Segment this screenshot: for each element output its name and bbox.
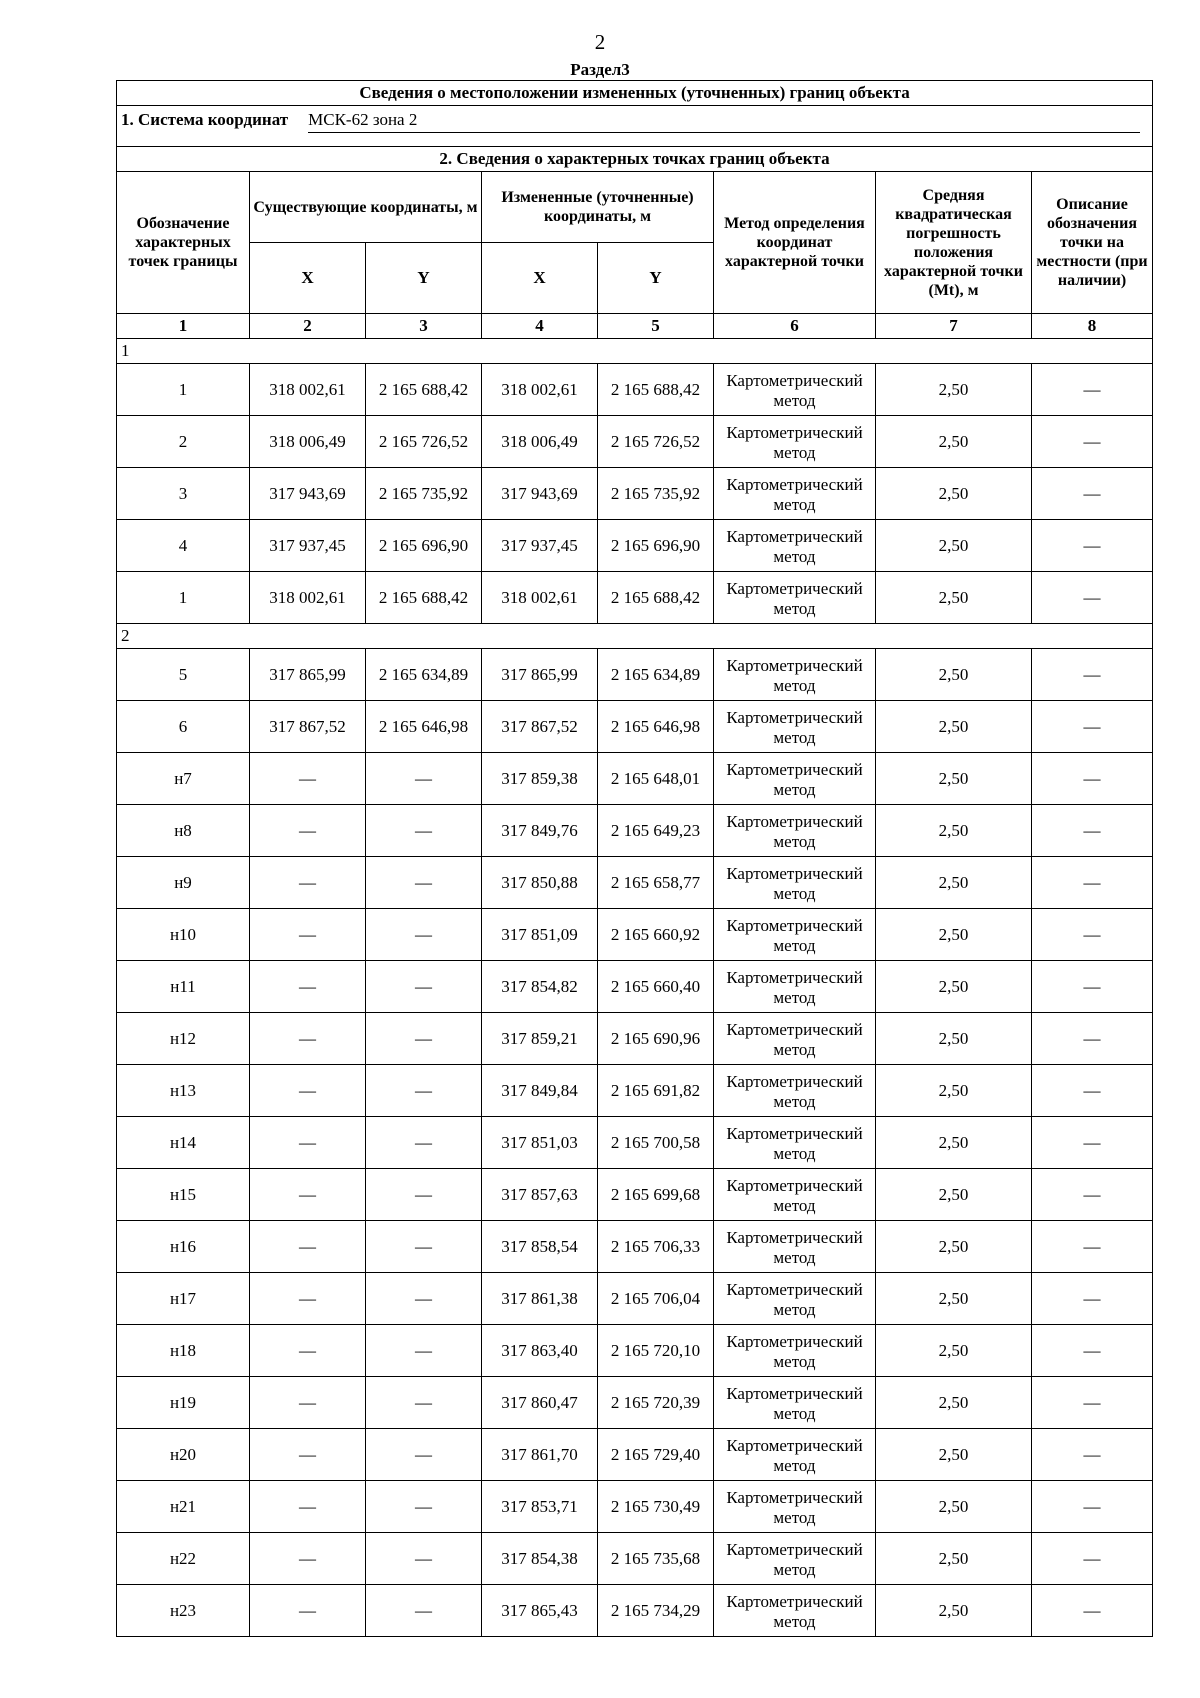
cell-changed-y: 2 165 688,42 (598, 364, 714, 416)
cell-method: Картометрический метод (714, 1169, 876, 1221)
col-number: 1 (117, 314, 250, 339)
cell-changed-y: 2 165 649,23 (598, 805, 714, 857)
header-mt: Средняя квадратическая погрешность положения характерной точки (Mt), м (876, 172, 1032, 314)
cell-point-designation: н11 (117, 961, 250, 1013)
cell-mt-value: 2,50 (876, 520, 1032, 572)
cell-existing-y: — (366, 805, 482, 857)
cell-mt-value: 2,50 (876, 1169, 1032, 1221)
cell-changed-x: 317 854,82 (482, 961, 598, 1013)
col-number: 2 (250, 314, 366, 339)
cell-description: — (1032, 416, 1153, 468)
cell-changed-y: 2 165 720,10 (598, 1325, 714, 1377)
cell-existing-x: — (250, 1533, 366, 1585)
cell-point-designation: н15 (117, 1169, 250, 1221)
cell-point-designation: 6 (117, 701, 250, 753)
cell-changed-y: 2 165 730,49 (598, 1481, 714, 1533)
cell-method: Картометрический метод (714, 468, 876, 520)
cell-mt-value: 2,50 (876, 1273, 1032, 1325)
col-number: 6 (714, 314, 876, 339)
cell-changed-y: 2 165 700,58 (598, 1117, 714, 1169)
cell-existing-x: — (250, 1325, 366, 1377)
cell-method: Картометрический метод (714, 572, 876, 624)
page-number: 2 (594, 30, 606, 54)
table-row (117, 649, 1153, 701)
cell-description: — (1032, 649, 1153, 701)
cell-changed-y: 2 165 634,89 (598, 649, 714, 701)
cell-method: Картометрический метод (714, 701, 876, 753)
cell-changed-x: 318 006,49 (482, 416, 598, 468)
cell-changed-y: 2 165 735,68 (598, 1533, 714, 1585)
cell-changed-x: 317 853,71 (482, 1481, 598, 1533)
cell-point-designation: 4 (117, 520, 250, 572)
cell-changed-y: 2 165 688,42 (598, 572, 714, 624)
header-existing-y: Y (366, 243, 482, 314)
cell-existing-x: — (250, 1481, 366, 1533)
cell-existing-x: — (250, 1429, 366, 1481)
cell-method: Картометрический метод (714, 1481, 876, 1533)
cell-method: Картометрический метод (714, 649, 876, 701)
cell-method: Картометрический метод (714, 1533, 876, 1585)
cell-existing-y: — (366, 753, 482, 805)
cell-point-designation: 5 (117, 649, 250, 701)
table-row (117, 520, 1153, 572)
coord-system-label: 1. Система координат (121, 110, 289, 129)
cell-method: Картометрический метод (714, 1273, 876, 1325)
cell-existing-y: — (366, 1169, 482, 1221)
table-row (117, 1325, 1153, 1377)
cell-description: — (1032, 1429, 1153, 1481)
cell-mt-value: 2,50 (876, 1533, 1032, 1585)
header-changed-x: X (482, 243, 598, 314)
cell-point-designation: н18 (117, 1325, 250, 1377)
cell-description: — (1032, 857, 1153, 909)
cell-existing-x: 318 002,61 (250, 364, 366, 416)
cell-description: — (1032, 1117, 1153, 1169)
cell-mt-value: 2,50 (876, 416, 1032, 468)
cell-description: — (1032, 1221, 1153, 1273)
cell-point-designation: 3 (117, 468, 250, 520)
cell-point-designation: н22 (117, 1533, 250, 1585)
header-point-designation: Обозначение характерных точек границы (117, 172, 250, 314)
cell-description: — (1032, 805, 1153, 857)
contour-label: 1 (117, 339, 1153, 364)
cell-changed-y: 2 165 660,92 (598, 909, 714, 961)
cell-method: Картометрический метод (714, 857, 876, 909)
boundary-points-table (116, 80, 1153, 1637)
cell-existing-y: — (366, 1533, 482, 1585)
cell-changed-x: 317 859,38 (482, 753, 598, 805)
cell-mt-value: 2,50 (876, 1117, 1032, 1169)
cell-existing-x: 318 002,61 (250, 572, 366, 624)
cell-changed-x: 317 861,38 (482, 1273, 598, 1325)
cell-method: Картометрический метод (714, 364, 876, 416)
cell-description: — (1032, 1533, 1153, 1585)
cell-changed-x: 317 854,38 (482, 1533, 598, 1585)
cell-existing-y: 2 165 735,92 (366, 468, 482, 520)
cell-mt-value: 2,50 (876, 909, 1032, 961)
cell-existing-x: 317 867,52 (250, 701, 366, 753)
cell-point-designation: н12 (117, 1013, 250, 1065)
table-row (117, 701, 1153, 753)
header-existing-x: X (250, 243, 366, 314)
cell-description: — (1032, 753, 1153, 805)
cell-point-designation: н14 (117, 1117, 250, 1169)
table-row (117, 1533, 1153, 1585)
cell-existing-x: — (250, 1221, 366, 1273)
cell-changed-x: 318 002,61 (482, 572, 598, 624)
contour-label: 2 (117, 624, 1153, 649)
cell-existing-y: — (366, 1013, 482, 1065)
cell-description: — (1032, 1377, 1153, 1429)
cell-method: Картометрический метод (714, 1325, 876, 1377)
table-row (117, 1481, 1153, 1533)
cell-existing-y: — (366, 1221, 482, 1273)
cell-existing-x: — (250, 1117, 366, 1169)
cell-mt-value: 2,50 (876, 1481, 1032, 1533)
cell-changed-x: 317 865,43 (482, 1585, 598, 1637)
cell-changed-x: 317 851,03 (482, 1117, 598, 1169)
cell-method: Картометрический метод (714, 1221, 876, 1273)
cell-existing-x: — (250, 753, 366, 805)
cell-mt-value: 2,50 (876, 1221, 1032, 1273)
cell-existing-x: 317 937,45 (250, 520, 366, 572)
cell-description: — (1032, 520, 1153, 572)
cell-mt-value: 2,50 (876, 1065, 1032, 1117)
cell-changed-y: 2 165 696,90 (598, 520, 714, 572)
cell-method: Картометрический метод (714, 805, 876, 857)
cell-existing-y: 2 165 688,42 (366, 364, 482, 416)
cell-changed-x: 317 850,88 (482, 857, 598, 909)
cell-existing-y: 2 165 634,89 (366, 649, 482, 701)
col-number: 4 (482, 314, 598, 339)
header-existing-coords: Существующие координаты, м (250, 172, 482, 243)
cell-mt-value: 2,50 (876, 1013, 1032, 1065)
cell-method: Картометрический метод (714, 416, 876, 468)
cell-changed-y: 2 165 646,98 (598, 701, 714, 753)
cell-mt-value: 2,50 (876, 961, 1032, 1013)
cell-existing-x: 318 006,49 (250, 416, 366, 468)
contour-group-row (117, 339, 1153, 364)
col-number: 3 (366, 314, 482, 339)
table-row (117, 1013, 1153, 1065)
col-number: 5 (598, 314, 714, 339)
cell-changed-x: 317 849,84 (482, 1065, 598, 1117)
cell-changed-x: 317 867,52 (482, 701, 598, 753)
cell-existing-y: — (366, 1065, 482, 1117)
header-description: Описание обозначения точки на местности (при наличии) (1032, 172, 1153, 314)
cell-existing-y: — (366, 909, 482, 961)
cell-method: Картометрический метод (714, 520, 876, 572)
cell-mt-value: 2,50 (876, 1377, 1032, 1429)
cell-existing-x: — (250, 909, 366, 961)
table-row (117, 961, 1153, 1013)
cell-changed-y: 2 165 648,01 (598, 753, 714, 805)
cell-mt-value: 2,50 (876, 468, 1032, 520)
cell-point-designation: 1 (117, 364, 250, 416)
cell-changed-x: 317 861,70 (482, 1429, 598, 1481)
cell-point-designation: н19 (117, 1377, 250, 1429)
cell-description: — (1032, 909, 1153, 961)
cell-point-designation: н13 (117, 1065, 250, 1117)
cell-existing-x: 317 943,69 (250, 468, 366, 520)
cell-method: Картометрический метод (714, 1585, 876, 1637)
table-row (117, 416, 1153, 468)
cell-existing-y: — (366, 1481, 482, 1533)
table-row (117, 364, 1153, 416)
cell-description: — (1032, 1013, 1153, 1065)
cell-existing-y: 2 165 646,98 (366, 701, 482, 753)
cell-changed-x: 317 859,21 (482, 1013, 598, 1065)
table-row (117, 857, 1153, 909)
col-number: 7 (876, 314, 1032, 339)
cell-description: — (1032, 1065, 1153, 1117)
cell-changed-y: 2 165 706,04 (598, 1273, 714, 1325)
cell-existing-x: — (250, 961, 366, 1013)
cell-changed-y: 2 165 720,39 (598, 1377, 714, 1429)
cell-point-designation: н9 (117, 857, 250, 909)
cell-existing-x: — (250, 1377, 366, 1429)
cell-method: Картометрический метод (714, 753, 876, 805)
cell-description: — (1032, 1481, 1153, 1533)
table-row (117, 1273, 1153, 1325)
cell-changed-x: 317 851,09 (482, 909, 598, 961)
cell-existing-y: — (366, 857, 482, 909)
cell-point-designation: н17 (117, 1273, 250, 1325)
cell-existing-y: 2 165 696,90 (366, 520, 482, 572)
cell-description: — (1032, 1169, 1153, 1221)
cell-point-designation: н23 (117, 1585, 250, 1637)
contour-group-row (117, 624, 1153, 649)
cell-method: Картометрический метод (714, 1013, 876, 1065)
cell-mt-value: 2,50 (876, 701, 1032, 753)
cell-changed-x: 318 002,61 (482, 364, 598, 416)
cell-mt-value: 2,50 (876, 1585, 1032, 1637)
cell-changed-y: 2 165 660,40 (598, 961, 714, 1013)
cell-point-designation: н20 (117, 1429, 250, 1481)
cell-description: — (1032, 1325, 1153, 1377)
cell-point-designation: н21 (117, 1481, 250, 1533)
cell-changed-y: 2 165 691,82 (598, 1065, 714, 1117)
cell-point-designation: 2 (117, 416, 250, 468)
cell-changed-y: 2 165 699,68 (598, 1169, 714, 1221)
cell-mt-value: 2,50 (876, 572, 1032, 624)
cell-description: — (1032, 701, 1153, 753)
cell-changed-y: 2 165 726,52 (598, 416, 714, 468)
cell-existing-y: — (366, 1117, 482, 1169)
cell-point-designation: 1 (117, 572, 250, 624)
cell-mt-value: 2,50 (876, 1325, 1032, 1377)
table-row (117, 805, 1153, 857)
header-changed-y: Y (598, 243, 714, 314)
cell-point-designation: н8 (117, 805, 250, 857)
cell-changed-x: 317 849,76 (482, 805, 598, 857)
cell-method: Картометрический метод (714, 1065, 876, 1117)
cell-changed-x: 317 857,63 (482, 1169, 598, 1221)
cell-mt-value: 2,50 (876, 857, 1032, 909)
col-number: 8 (1032, 314, 1153, 339)
section2-title: 2. Сведения о характерных точках границ объекта (117, 147, 1153, 172)
section-title: Раздел3 (570, 60, 630, 79)
table-row (117, 753, 1153, 805)
cell-method: Картометрический метод (714, 1117, 876, 1169)
cell-method: Картометрический метод (714, 961, 876, 1013)
cell-description: — (1032, 468, 1153, 520)
table-row (117, 1429, 1153, 1481)
cell-description: — (1032, 961, 1153, 1013)
cell-changed-x: 317 863,40 (482, 1325, 598, 1377)
cell-existing-y: 2 165 726,52 (366, 416, 482, 468)
cell-mt-value: 2,50 (876, 1429, 1032, 1481)
cell-existing-x: 317 865,99 (250, 649, 366, 701)
cell-existing-y: — (366, 1429, 482, 1481)
cell-changed-y: 2 165 734,29 (598, 1585, 714, 1637)
cell-changed-y: 2 165 658,77 (598, 857, 714, 909)
cell-changed-y: 2 165 735,92 (598, 468, 714, 520)
cell-method: Картометрический метод (714, 1377, 876, 1429)
cell-changed-x: 317 865,99 (482, 649, 598, 701)
table-row (117, 1169, 1153, 1221)
cell-point-designation: н16 (117, 1221, 250, 1273)
cell-point-designation: н7 (117, 753, 250, 805)
cell-changed-x: 317 858,54 (482, 1221, 598, 1273)
coord-system-value: МСК-62 зона 2 (308, 110, 1140, 133)
cell-existing-y: — (366, 961, 482, 1013)
cell-description: — (1032, 572, 1153, 624)
cell-existing-y: — (366, 1273, 482, 1325)
cell-existing-y: — (366, 1377, 482, 1429)
header-method: Метод определения координат характерной точки (714, 172, 876, 314)
cell-changed-y: 2 165 729,40 (598, 1429, 714, 1481)
cell-existing-x: — (250, 1585, 366, 1637)
cell-mt-value: 2,50 (876, 753, 1032, 805)
cell-existing-y: — (366, 1585, 482, 1637)
cell-changed-x: 317 937,45 (482, 520, 598, 572)
coord-system-row (117, 106, 1153, 147)
cell-existing-x: — (250, 857, 366, 909)
table-title: Сведения о местоположении измененных (уточненных) границ объекта (117, 81, 1153, 106)
table-row (117, 1065, 1153, 1117)
cell-existing-y: — (366, 1325, 482, 1377)
cell-point-designation: н10 (117, 909, 250, 961)
cell-description: — (1032, 1273, 1153, 1325)
header-changed-coords: Измененные (уточненные) координаты, м (482, 172, 714, 243)
cell-mt-value: 2,50 (876, 805, 1032, 857)
cell-mt-value: 2,50 (876, 649, 1032, 701)
cell-changed-y: 2 165 706,33 (598, 1221, 714, 1273)
table-row (117, 909, 1153, 961)
table-row (117, 1377, 1153, 1429)
table-row (117, 1585, 1153, 1637)
table-row (117, 572, 1153, 624)
cell-changed-x: 317 860,47 (482, 1377, 598, 1429)
cell-existing-x: — (250, 1013, 366, 1065)
table-row (117, 468, 1153, 520)
cell-existing-y: 2 165 688,42 (366, 572, 482, 624)
cell-method: Картометрический метод (714, 1429, 876, 1481)
cell-changed-x: 317 943,69 (482, 468, 598, 520)
cell-existing-x: — (250, 1169, 366, 1221)
cell-mt-value: 2,50 (876, 364, 1032, 416)
cell-existing-x: — (250, 1065, 366, 1117)
table-row (117, 1221, 1153, 1273)
table-row (117, 1117, 1153, 1169)
cell-changed-y: 2 165 690,96 (598, 1013, 714, 1065)
cell-method: Картометрический метод (714, 909, 876, 961)
cell-description: — (1032, 364, 1153, 416)
cell-existing-x: — (250, 805, 366, 857)
cell-description: — (1032, 1585, 1153, 1637)
cell-existing-x: — (250, 1273, 366, 1325)
